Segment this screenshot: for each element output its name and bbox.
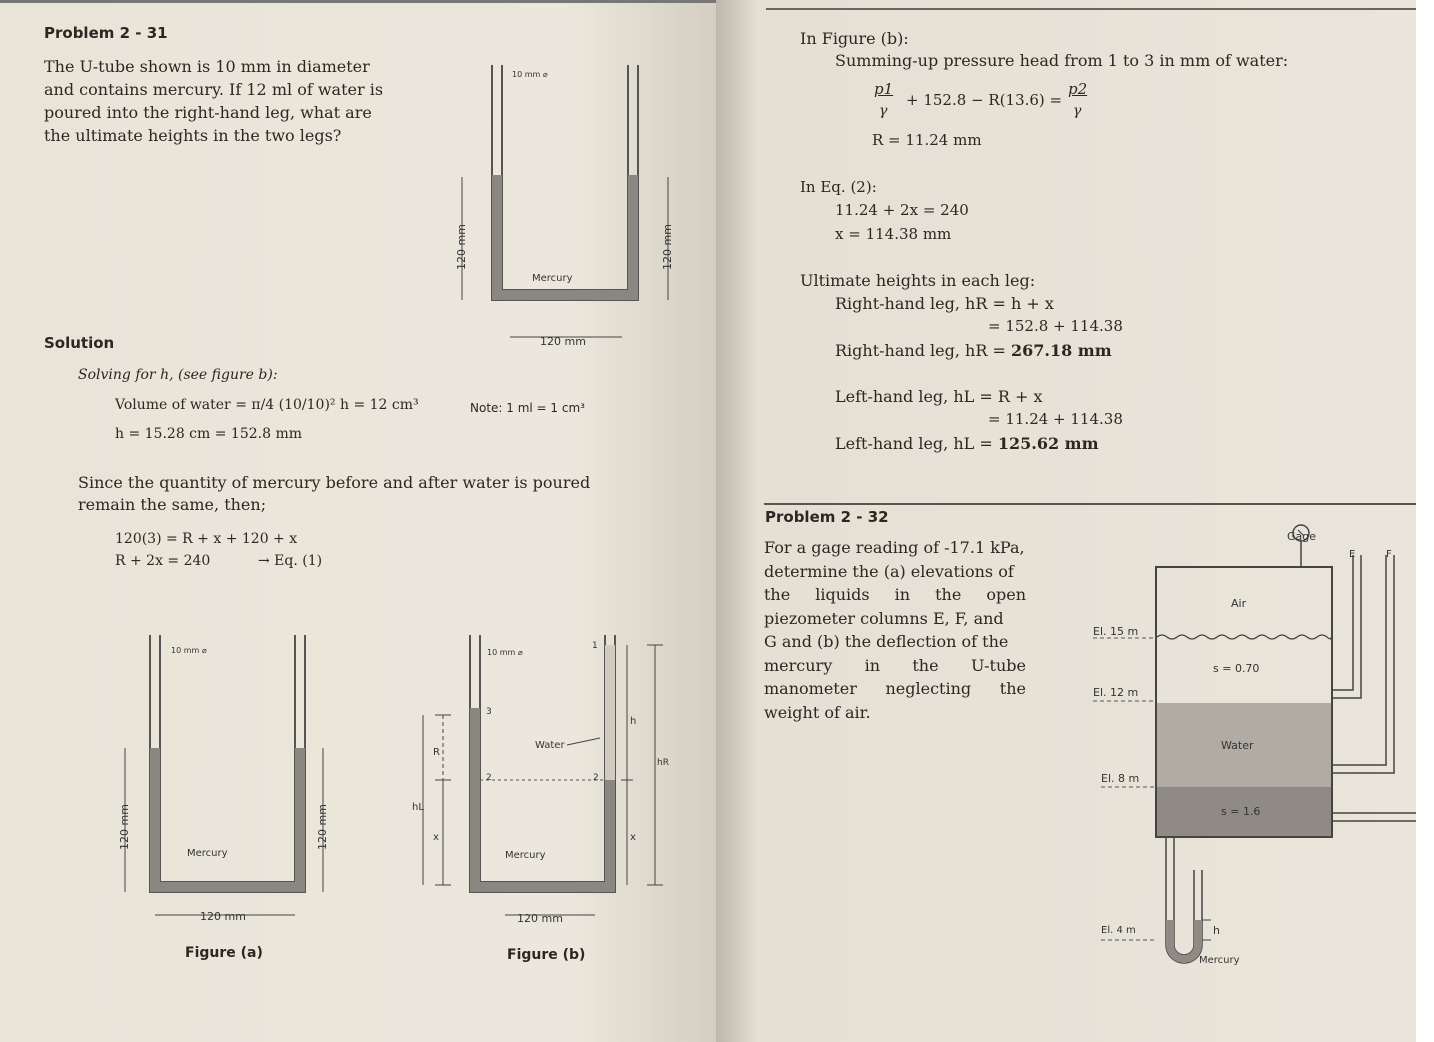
eq-gamma2: γ bbox=[1073, 103, 1082, 119]
solving-for: Solving for h, (see figure b): bbox=[78, 367, 278, 383]
left-leg-value: 125.62 mm bbox=[997, 434, 1099, 453]
eq-gamma1: γ bbox=[879, 103, 888, 119]
screen-edge bbox=[1416, 0, 1434, 1042]
h-equation: h = 15.28 cm = 152.8 mm bbox=[115, 426, 303, 442]
r-label: R bbox=[433, 747, 440, 758]
water-label: Water bbox=[1221, 739, 1254, 752]
column-e-label: E bbox=[1349, 549, 1356, 560]
problem-line: G and (b) the deflection of the bbox=[764, 632, 1009, 651]
problem-line: mercury in the U-tube bbox=[764, 655, 1026, 675]
height-label-right: 120 mm bbox=[316, 804, 329, 850]
el-15-label: El. 15 m bbox=[1093, 625, 1139, 638]
right-leg-1: Right-hand leg, hR = h + x bbox=[835, 294, 1054, 313]
volume-equation: Volume of water = π/4 (10/10)² h = 12 cm³ bbox=[115, 397, 419, 413]
diameter-label: 10 mm ⌀ bbox=[171, 646, 207, 655]
height-label-left: 120 mm bbox=[118, 804, 131, 850]
figure-b bbox=[395, 630, 705, 930]
problem-line: The U-tube shown is 10 mm in diameter bbox=[44, 57, 370, 76]
top-rule bbox=[0, 0, 716, 3]
s-16-label: s = 1.6 bbox=[1221, 805, 1261, 818]
section-rule bbox=[764, 503, 1416, 505]
problem-line: manometer neglecting the bbox=[764, 679, 1026, 698]
problem-line: piezometer columns E, F, and bbox=[764, 608, 1004, 628]
problem-statement bbox=[44, 55, 404, 147]
point-3: 3 bbox=[486, 707, 492, 717]
s-070-label: s = 0.70 bbox=[1213, 662, 1260, 675]
problem-line: poured into the right-hand leg, what are bbox=[44, 103, 372, 122]
in-eq-2: In Eq. (2): bbox=[800, 178, 877, 196]
right-leg-2: = 152.8 + 114.38 bbox=[988, 317, 1123, 335]
equation-1: 120(3) = R + x + 120 + x bbox=[115, 531, 298, 547]
equation-2-ref: → Eq. (1) bbox=[258, 553, 323, 569]
eq-middle: + 152.8 − R(13.6) = bbox=[906, 91, 1063, 109]
width-label: 120 mm bbox=[540, 335, 586, 348]
right-leg-value: 267.18 mm bbox=[1010, 341, 1112, 360]
right-leg-3 bbox=[835, 341, 1112, 360]
left-leg-3 bbox=[835, 434, 1099, 453]
point-2-left: 2 bbox=[486, 773, 492, 783]
problem-line: For a gage reading of -17.1 kPa, bbox=[764, 538, 1025, 557]
unit-note: Note: 1 ml = 1 cm³ bbox=[470, 401, 585, 415]
figure-b-caption: Figure (b) bbox=[507, 947, 586, 963]
equation-2: R + 2x = 240 bbox=[115, 553, 211, 569]
since-line: remain the same, then; bbox=[78, 495, 267, 514]
right-leg-label: Right-hand leg, hR = bbox=[835, 341, 1006, 360]
x-label-left: x bbox=[433, 832, 439, 843]
in-figure-b: In Figure (b): bbox=[800, 29, 909, 48]
air-label: Air bbox=[1231, 597, 1247, 610]
height-label-right: 120 mm bbox=[661, 224, 674, 270]
h-label: h bbox=[630, 716, 637, 727]
eq-a: 11.24 + 2x = 240 bbox=[835, 201, 969, 219]
eq-p2: p2 bbox=[1068, 80, 1088, 98]
mercury-label: Mercury bbox=[505, 850, 546, 861]
gage-label: Gage bbox=[1287, 530, 1317, 543]
tank-figure bbox=[1071, 515, 1416, 985]
left-leg-label: Left-hand leg, hL = bbox=[835, 434, 993, 453]
problem-title: Problem 2 - 31 bbox=[44, 24, 168, 42]
diameter-label: 10 mm ⌀ bbox=[487, 648, 523, 657]
problem-line: determine the (a) elevations of bbox=[764, 561, 1014, 581]
problem-line: the liquids in the open bbox=[764, 585, 1026, 604]
column-f-label: F bbox=[1386, 549, 1392, 560]
el-12-label: El. 12 m bbox=[1093, 686, 1139, 699]
left-page bbox=[0, 0, 716, 1042]
right-page bbox=[716, 0, 1416, 1042]
solution-title: Solution bbox=[44, 334, 115, 352]
point-2-right: 2 bbox=[593, 773, 599, 783]
mercury-label: Mercury bbox=[532, 273, 573, 284]
left-leg-1: Left-hand leg, hL = R + x bbox=[835, 387, 1043, 406]
ultimate-heights: Ultimate heights in each leg: bbox=[800, 271, 1036, 290]
hr-label: hR bbox=[657, 758, 669, 768]
problem-line: and contains mercury. If 12 ml of water is bbox=[44, 80, 384, 99]
eq-p1: p1 bbox=[874, 80, 894, 98]
mercury-label: Mercury bbox=[1199, 955, 1240, 966]
top-rule bbox=[766, 8, 1416, 10]
r-value: R = 11.24 mm bbox=[872, 131, 982, 149]
el-4-label: El. 4 m bbox=[1101, 925, 1136, 936]
diameter-label: 10 mm ⌀ bbox=[512, 70, 548, 79]
width-label: 120 mm bbox=[517, 912, 563, 925]
problem-2-statement bbox=[764, 536, 1026, 724]
water-label: Water bbox=[535, 740, 565, 751]
left-leg-2: = 11.24 + 114.38 bbox=[988, 410, 1123, 428]
hl-label: hL bbox=[412, 802, 424, 813]
eq-b: x = 114.38 mm bbox=[835, 225, 952, 243]
el-8-label: El. 8 m bbox=[1101, 772, 1140, 785]
width-label: 120 mm bbox=[200, 910, 246, 923]
x-label-right: x bbox=[630, 832, 636, 843]
point-1: 1 bbox=[592, 641, 598, 651]
summing-text: Summing-up pressure head from 1 to 3 in mm of water: bbox=[835, 51, 1289, 70]
h-label: h bbox=[1213, 924, 1220, 937]
height-label-left: 120 mm bbox=[455, 224, 468, 270]
u-tube-figure bbox=[440, 55, 690, 355]
figure-a-caption: Figure (a) bbox=[185, 945, 263, 961]
mercury-label: Mercury bbox=[187, 848, 228, 859]
since-line: Since the quantity of mercury before and after water is poured bbox=[78, 473, 591, 492]
problem-line: weight of air. bbox=[764, 702, 871, 722]
problem-2-title: Problem 2 - 32 bbox=[765, 508, 889, 526]
figure-a bbox=[105, 630, 345, 930]
since-paragraph bbox=[78, 472, 590, 516]
problem-line: the ultimate heights in the two legs? bbox=[44, 126, 342, 145]
